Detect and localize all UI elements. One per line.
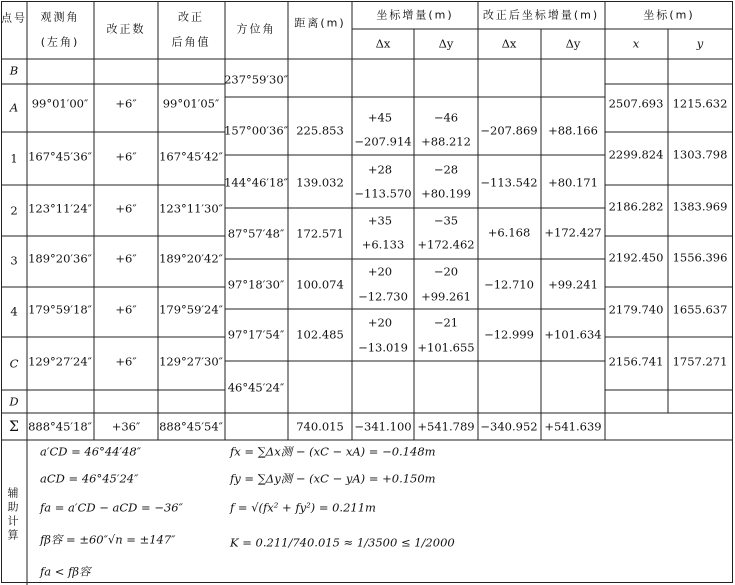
azimuth: 87°57′48″	[227, 226, 285, 241]
dx-correction: +28	[367, 162, 393, 177]
sum-corrected-angle: 888°45′54″	[159, 419, 223, 434]
coord-x: 2507.693	[608, 96, 664, 111]
aux-label-char: 计	[7, 514, 21, 528]
point-label: 1	[10, 151, 18, 166]
point-label: D	[9, 394, 19, 409]
dx-corrected: −12.710	[484, 277, 534, 292]
dy-measured: +80.199	[421, 186, 471, 201]
dy-corrected: +80.171	[548, 175, 598, 190]
dy-correction: −46	[433, 110, 459, 125]
header-corrected-angle-top: 改正	[178, 10, 204, 24]
corrected-angle: 179°59′24″	[159, 302, 223, 317]
distance: 172.571	[296, 226, 344, 241]
dx-correction: +45	[367, 110, 393, 125]
dx-measured: −13.019	[358, 340, 408, 355]
sum-corrected-dx: −340.952	[480, 419, 538, 434]
coord-x: 2156.741	[608, 354, 664, 369]
header-dx: Δx	[375, 36, 391, 51]
distance: 225.853	[296, 123, 344, 138]
header-corrected-dx: Δx	[501, 36, 517, 51]
header-y: y	[696, 36, 704, 51]
dx-corrected: −113.542	[480, 175, 538, 190]
point-label: A	[9, 100, 19, 115]
dy-correction: −20	[433, 264, 459, 279]
dy-measured: +99.261	[421, 289, 471, 304]
aux-label-char: 助	[7, 500, 21, 514]
angle-correction: +6″	[115, 302, 137, 317]
dy-measured: +172.462	[417, 237, 475, 252]
header-corrected-dy: Δy	[565, 36, 581, 51]
dy-corrected: +99.241	[548, 277, 598, 292]
distance: 139.032	[296, 175, 344, 190]
azimuth: 237°59′30″	[224, 72, 288, 87]
header-corrected-angle-bottom: 后角值	[171, 35, 211, 49]
corrected-angle: 123°11′30″	[159, 201, 223, 216]
coord-x: 2186.282	[608, 199, 664, 214]
aux-label-char: 辅	[7, 486, 21, 500]
corrected-angle: 99°01′05″	[162, 96, 220, 111]
coord-y: 1757.271	[672, 354, 728, 369]
dy-measured: +88.212	[421, 134, 471, 149]
header-corrected-increment: 改正后坐标增量(m)	[482, 8, 600, 22]
dx-corrected: −207.869	[480, 123, 538, 138]
dy-correction: −21	[433, 315, 459, 330]
azimuth: 144°46′18″	[224, 175, 288, 190]
observed-angle: 167°45′36″	[28, 149, 92, 164]
dy-corrected: +101.634	[544, 327, 602, 342]
azimuth: 157°00′36″	[224, 123, 288, 138]
distance: 102.485	[296, 327, 344, 342]
aux-fx: fx = ∑Δx测 − (xC − xA) = −0.148m	[230, 444, 436, 459]
coord-y: 1655.637	[672, 302, 728, 317]
dx-measured: −113.570	[354, 186, 412, 201]
coord-y: 1556.396	[672, 250, 728, 265]
aux-f-compare: fa < fβ容	[40, 564, 91, 579]
sum-distance: 740.015	[296, 419, 344, 434]
sum-dx: −341.100	[354, 419, 412, 434]
coord-x: 2179.740	[608, 302, 664, 317]
dx-corrected: −12.999	[484, 327, 534, 342]
header-azimuth: 方位角	[236, 22, 276, 36]
dx-corrected: +6.168	[487, 225, 531, 240]
header-point: 点号	[1, 11, 27, 25]
corrected-angle: 129°27′30″	[159, 354, 223, 369]
point-label: 4	[10, 304, 18, 319]
observed-angle: 99°01′00″	[31, 96, 89, 111]
dx-measured: −12.730	[358, 289, 408, 304]
angle-correction: +6″	[115, 96, 137, 111]
dx-measured: −207.914	[354, 134, 412, 149]
point-label: 2	[10, 203, 18, 218]
dx-correction: +20	[367, 264, 393, 279]
coord-x: 2299.824	[608, 147, 664, 162]
azimuth: 46°45′24″	[227, 380, 285, 395]
angle-correction: +6″	[115, 251, 137, 266]
dy-correction: −35	[433, 213, 459, 228]
observed-angle: 179°59′18″	[28, 302, 92, 317]
sum-correction: +36″	[111, 419, 141, 434]
corrected-angle: 189°20′42″	[159, 251, 223, 266]
header-observed-angle: 观测角	[40, 10, 80, 24]
aux-f-beta-allow: fβ容 = ±60″√n = ±147″	[40, 532, 176, 547]
point-label: B	[9, 63, 19, 78]
header-observed-angle-sub: (左角)	[40, 35, 80, 49]
azimuth: 97°18′30″	[227, 277, 285, 292]
angle-correction: +6″	[115, 149, 137, 164]
sum-angle: 888°45′18″	[28, 419, 92, 434]
dy-measured: +101.655	[417, 340, 475, 355]
coord-x: 2192.450	[608, 250, 664, 265]
aux-k: K = 0.211/740.015 ≈ 1/3500 ≤ 1/2000	[230, 535, 455, 550]
sum-corrected-dy: +541.639	[544, 419, 602, 434]
point-label: C	[9, 356, 19, 371]
header-correction: 改正数	[106, 22, 146, 36]
dx-measured: +6.133	[361, 237, 405, 252]
dy-corrected: +172.427	[544, 225, 602, 240]
sum-symbol: Σ	[9, 419, 19, 435]
point-label: 3	[10, 253, 18, 268]
angle-correction: +6″	[115, 354, 137, 369]
header-coordinate: 坐标(m)	[643, 8, 695, 22]
distance: 100.074	[296, 277, 344, 292]
header-distance: 距离(m)	[294, 16, 346, 30]
aux-fy: fy = ∑Δy测 − (xC − yA) = +0.150m	[230, 471, 436, 486]
dx-correction: +20	[367, 315, 393, 330]
aux-alpha-cd: aCD = 46°45′24″	[40, 471, 139, 486]
aux-alpha-cd-measured: a′CD = 46°44′48″	[40, 444, 141, 459]
aux-f-alpha: fa = a′CD − aCD = −36″	[40, 500, 183, 515]
observed-angle: 129°27′24″	[28, 354, 92, 369]
azimuth: 97°17′54″	[227, 327, 285, 342]
dx-correction: +35	[367, 213, 393, 228]
aux-label-char: 算	[7, 528, 21, 542]
coord-y: 1303.798	[672, 147, 728, 162]
observed-angle: 123°11′24″	[28, 201, 92, 216]
angle-correction: +6″	[115, 201, 137, 216]
coord-y: 1215.632	[672, 96, 728, 111]
observed-angle: 189°20′36″	[28, 251, 92, 266]
sum-dy: +541.789	[417, 419, 475, 434]
corrected-angle: 167°45′42″	[159, 149, 223, 164]
dy-correction: −28	[433, 162, 459, 177]
header-dy: Δy	[438, 36, 454, 51]
aux-f: f = √(fx² + fy²) = 0.211m	[230, 500, 376, 515]
header-x: x	[632, 36, 640, 51]
dy-corrected: +88.166	[548, 123, 598, 138]
coord-y: 1383.969	[672, 199, 728, 214]
header-coord-increment: 坐标增量(m)	[376, 8, 454, 22]
